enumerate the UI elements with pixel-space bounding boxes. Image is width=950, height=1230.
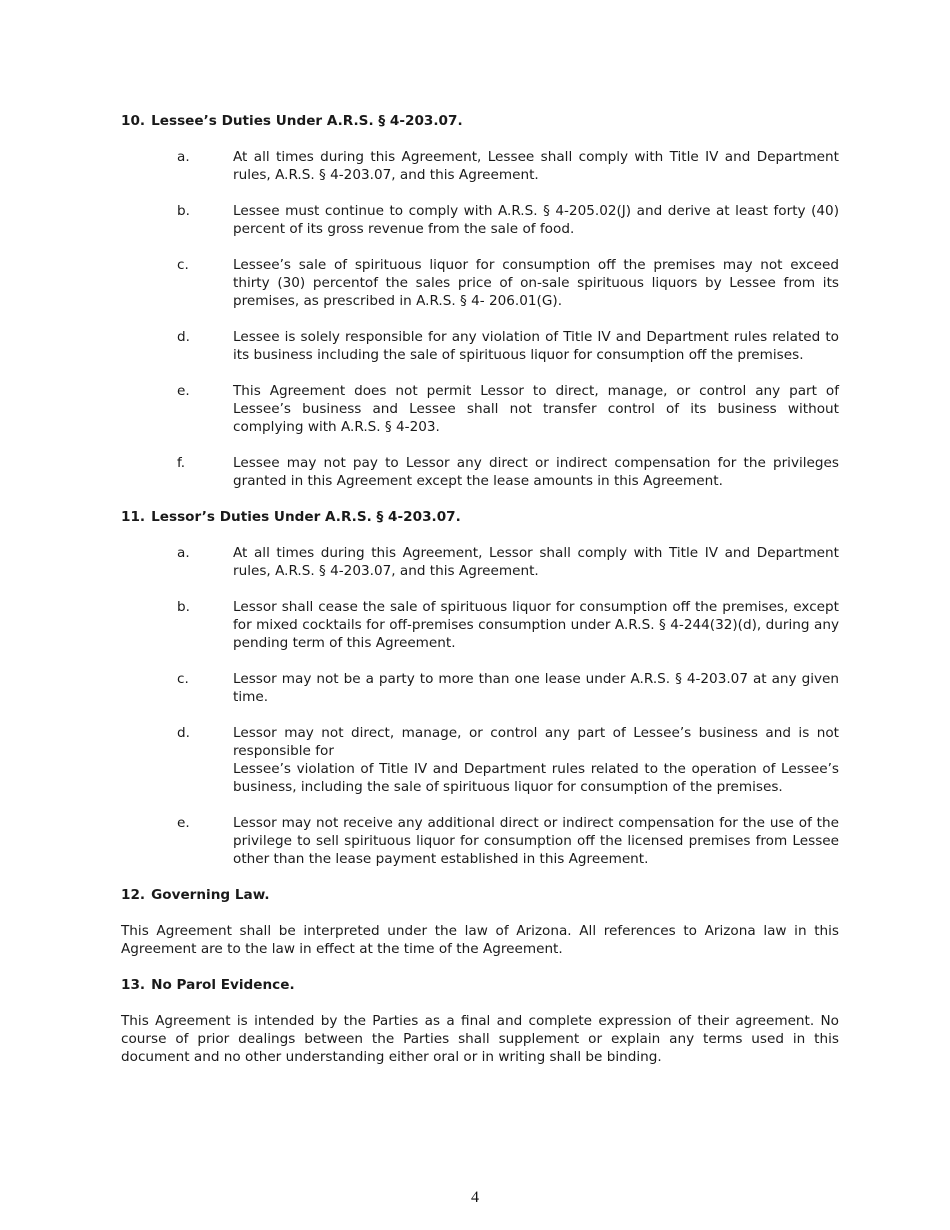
item-text: Lessee must continue to comply with A.R.S. § 4-205.02(J) and derive at least forty (40) percent of its gross revenue from the sale of food. (233, 203, 839, 237)
item-text: Lessor shall cease the sale of spirituous liquor for consumption off the premises, except for mixed cocktails for off-premises consumption under A.R.S. § 4-244(32)(d), during any pending term of this Agreement. (233, 599, 839, 651)
list-item (121, 814, 839, 868)
section-title: No Parol Evidence. (151, 977, 295, 993)
list-item (121, 256, 839, 310)
item-letter: a. (177, 149, 190, 165)
item-letter: a. (177, 545, 190, 561)
list-item (121, 328, 839, 364)
item-text-line: Lessee’s violation of Title IV and Department rules related to the operation of Lessee’s business, including the sale of spirituous liquor for consumption of the premises. (233, 761, 839, 795)
section-title: Lessor’s Duties Under A.R.S. § 4-203.07. (151, 509, 461, 525)
section-number: 13. (121, 977, 146, 993)
item-text: At all times during this Agreement, Lessor shall comply with Title IV and Department rules, A.R.S. § 4-203.07, and this Agreement. (233, 545, 839, 579)
item-letter: d. (177, 329, 190, 345)
item-letter: c. (177, 257, 189, 273)
section-title: Governing Law. (151, 887, 270, 903)
item-letter: c. (177, 671, 189, 687)
section-number: 12. (121, 887, 146, 903)
item-text (233, 724, 839, 796)
section-12-heading (121, 886, 839, 904)
item-text: At all times during this Agreement, Lessee shall comply with Title IV and Department rules, A.R.S. § 4-203.07, and this Agreement. (233, 149, 839, 183)
item-text: Lessor may not be a party to more than one lease under A.R.S. § 4-203.07 at any given time. (233, 671, 839, 705)
section-number: 10. (121, 113, 146, 129)
list-item (121, 670, 839, 706)
list-item (121, 454, 839, 490)
page-number: 4 (471, 1189, 479, 1206)
item-text: Lessee is solely responsible for any violation of Title IV and Department rules related to its business including the sale of spirituous liquor for consumption off the premises. (233, 329, 839, 363)
item-text: Lessee’s sale of spirituous liquor for consumption off the premises may not exceed thirty (30) percentof the sales price of on-sale spirituous liquors by Lessee from its premises, as prescribed in A.R.S. § 4- 206.01(G). (233, 257, 839, 309)
item-letter: f. (177, 455, 186, 471)
section-13-heading (121, 976, 839, 994)
list-item (121, 598, 839, 652)
section-10-heading (121, 112, 839, 130)
list-item (121, 148, 839, 184)
section-11-heading (121, 508, 839, 526)
item-text: Lessee may not pay to Lessor any direct or indirect compensation for the privileges granted in this Agreement except the lease amounts in this Agreement. (233, 455, 839, 489)
list-item (121, 382, 839, 436)
section-number: 11. (121, 509, 146, 525)
list-item (121, 544, 839, 580)
item-text-line: Lessor may not direct, manage, or control any part of Lessee’s business and is not responsible for (233, 725, 839, 759)
item-letter: e. (177, 815, 190, 831)
document-page (121, 112, 839, 1084)
section-paragraph: This Agreement is intended by the Parties as a final and complete expression of their agreement. No course of prior dealings between the Parties shall supplement or explain any terms used in this document and no other understanding either oral or in writing shall be binding. (121, 1013, 839, 1065)
section-paragraph: This Agreement shall be interpreted under the law of Arizona. All references to Arizona law in this Agreement are to the law in effect at the time of the Agreement. (121, 923, 839, 957)
item-letter: e. (177, 383, 190, 399)
list-item (121, 724, 839, 796)
item-text: This Agreement does not permit Lessor to direct, manage, or control any part of Lessee’s business and Lessee shall not transfer control of its business without complying with A.R.S. § 4-203. (233, 383, 839, 435)
item-letter: b. (177, 203, 190, 219)
section-title: Lessee’s Duties Under A.R.S. § 4-203.07. (151, 113, 463, 129)
item-letter: d. (177, 725, 190, 741)
item-letter: b. (177, 599, 190, 615)
item-text: Lessor may not receive any additional direct or indirect compensation for the use of the privilege to sell spirituous liquor for consumption off the licensed premises from Lessee other than the lease payment established in this Agreement. (233, 815, 839, 867)
list-item (121, 202, 839, 238)
